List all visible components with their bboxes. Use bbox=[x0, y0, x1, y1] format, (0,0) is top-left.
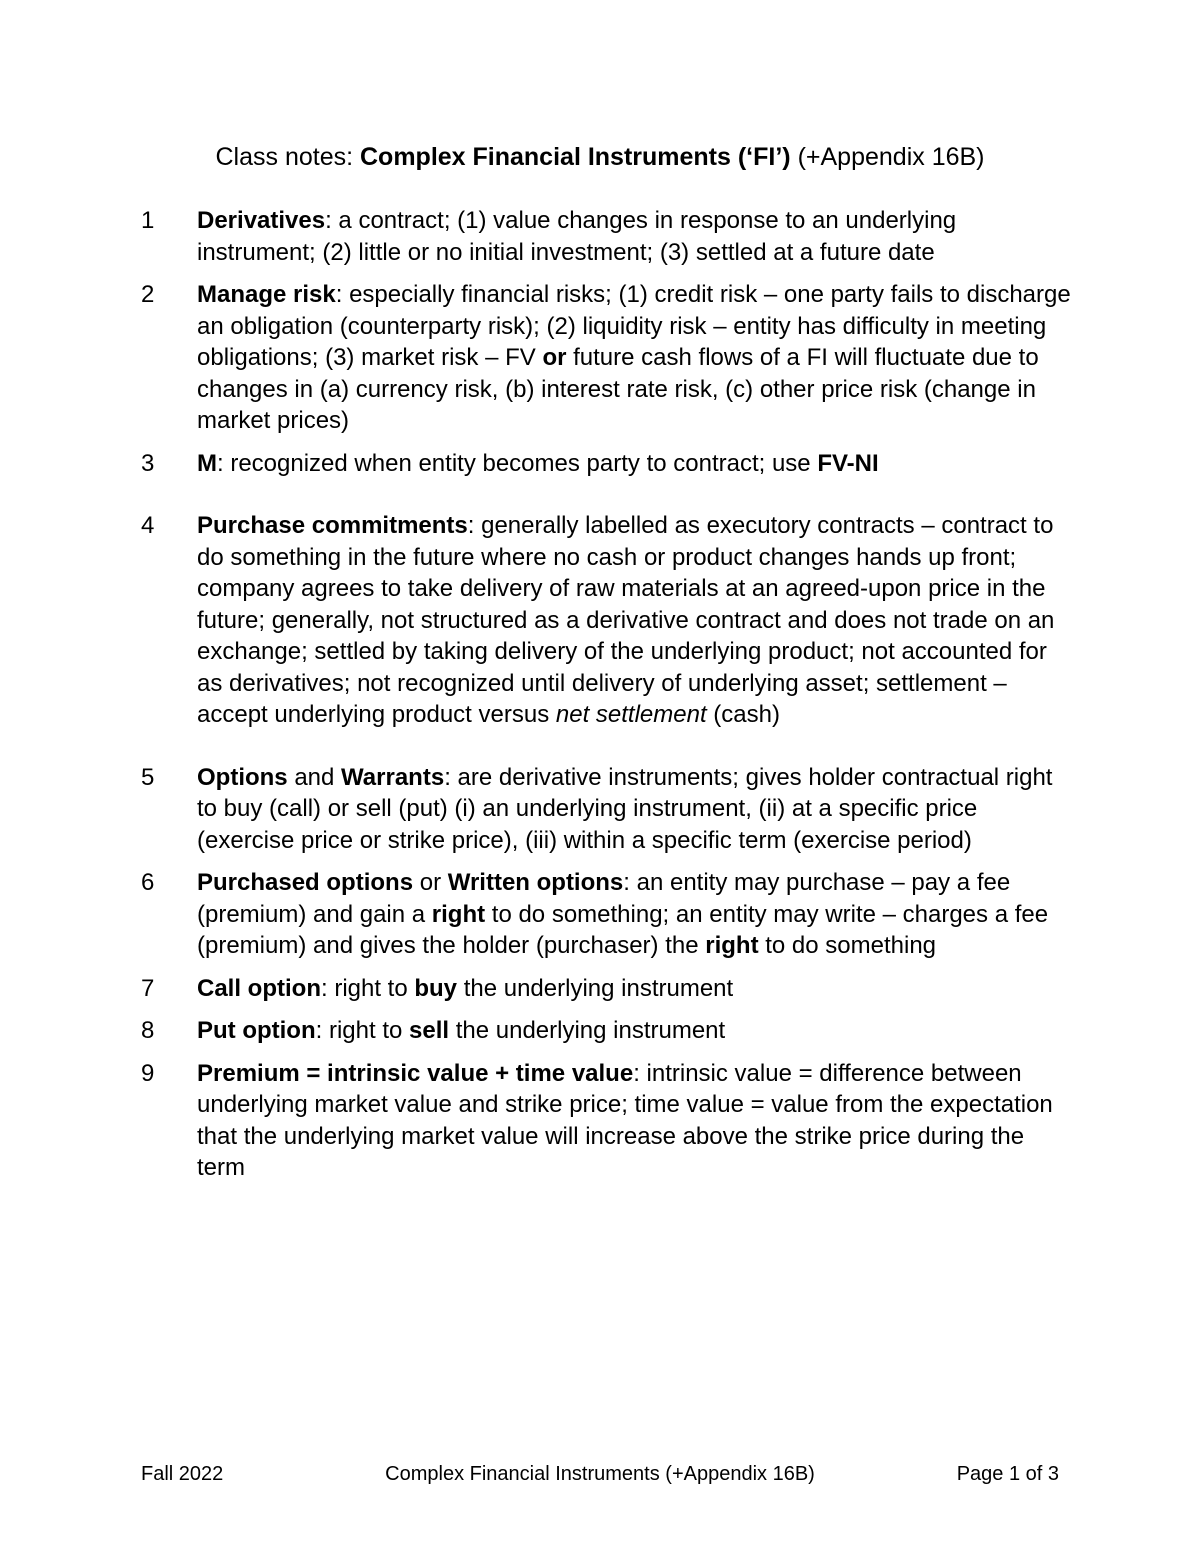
page-footer bbox=[141, 1461, 1059, 1491]
note-text: M: recognized when entity becomes party to contract; use FV-NI bbox=[197, 449, 879, 477]
note-term: Call option bbox=[197, 974, 321, 1002]
note-item-7 bbox=[141, 973, 1071, 1005]
note-text: Purchased options or Written options: an entity may purchase – pay a fee (premium) and gain a right to do something; an entity may write – charges a fee (premium) and gives the holder (purchaser) the right to do something bbox=[197, 869, 1049, 959]
note-item-6 bbox=[141, 867, 1071, 962]
note-term: Options bbox=[197, 763, 288, 791]
note-term: Premium = intrinsic value + time value bbox=[197, 1059, 634, 1087]
title-main: Complex Financial Instruments (‘FI’) bbox=[360, 143, 791, 171]
note-number: 6 bbox=[141, 869, 155, 896]
note-item-3 bbox=[141, 448, 1071, 480]
footer-page-number: Page 1 of 3 bbox=[956, 1463, 1059, 1485]
title-prefix: Class notes: bbox=[215, 143, 360, 171]
note-text: Put option: right to sell the underlying instrument bbox=[197, 1017, 726, 1044]
note-term: M bbox=[197, 449, 217, 477]
note-text: Premium = intrinsic value + time value: intrinsic value = difference between underlying market value and strike price; time value = value from the expectation that the underlying market value will increase above the strike price during the term bbox=[197, 1059, 1053, 1181]
note-term: Put option bbox=[197, 1017, 316, 1044]
title-suffix: (+Appendix 16B) bbox=[790, 143, 985, 171]
note-term: Purchase commitments bbox=[197, 512, 468, 539]
note-text: Options and Warrants: are derivative instruments; gives holder contractual right to buy (call) or sell (put) (i) an underlying instrument, (ii) at a specific price (exercise price or strike price), (iii) within a specific term (exercise period) bbox=[197, 763, 1053, 854]
note-item-5 bbox=[141, 762, 1071, 857]
note-number: 9 bbox=[141, 1059, 155, 1087]
page-title bbox=[0, 141, 1200, 173]
note-text: Derivatives: a contract; (1) value changes in response to an underlying instrument; (2) little or no initial investment; (3) settled at a future date bbox=[197, 207, 957, 266]
note-item-1 bbox=[141, 205, 1071, 268]
note-item-2 bbox=[141, 279, 1071, 437]
note-number: 7 bbox=[141, 974, 155, 1002]
note-text: Manage risk: especially financial risks; (1) credit risk – one party fails to discharge an obligation (counterparty risk); (2) liquidity risk – entity has difficulty in meeting obligations; (3) market risk – FV or future cash flows of a FI will fluctuate due to changes in (a) currency risk, (b) interest rate risk, (c) other price risk (change in market prices) bbox=[197, 281, 1071, 434]
footer-title: Complex Financial Instruments (+Appendix 16B) bbox=[385, 1463, 815, 1485]
note-item-4 bbox=[141, 510, 1071, 731]
note-item-9 bbox=[141, 1058, 1071, 1184]
note-term: Purchased options bbox=[197, 869, 414, 896]
note-number: 4 bbox=[141, 512, 155, 539]
note-number: 5 bbox=[141, 763, 155, 791]
notes-list bbox=[141, 205, 1071, 1195]
note-number: 1 bbox=[141, 207, 155, 234]
note-text: Call option: right to buy the underlying instrument bbox=[197, 974, 734, 1002]
note-number: 3 bbox=[141, 449, 155, 477]
note-text: Purchase commitments: generally labelled as executory contracts – contract to do something in the future where no cash or product changes hands up front; company agrees to take delivery of raw materials at an agreed-upon price in the future; generally, not structured as a derivative contract and does not trade on an exchange; settled by taking delivery of the underlying product; not accounted for as derivatives; not recognized until delivery of underlying asset; settlement – accept underlying product versus net settlement (cash) bbox=[197, 512, 1055, 728]
note-number: 8 bbox=[141, 1017, 155, 1044]
note-term: Manage risk bbox=[197, 281, 336, 308]
note-item-8 bbox=[141, 1015, 1071, 1047]
note-number: 2 bbox=[141, 281, 155, 308]
footer-term: Fall 2022 bbox=[141, 1463, 224, 1485]
note-term: Derivatives bbox=[197, 207, 326, 234]
